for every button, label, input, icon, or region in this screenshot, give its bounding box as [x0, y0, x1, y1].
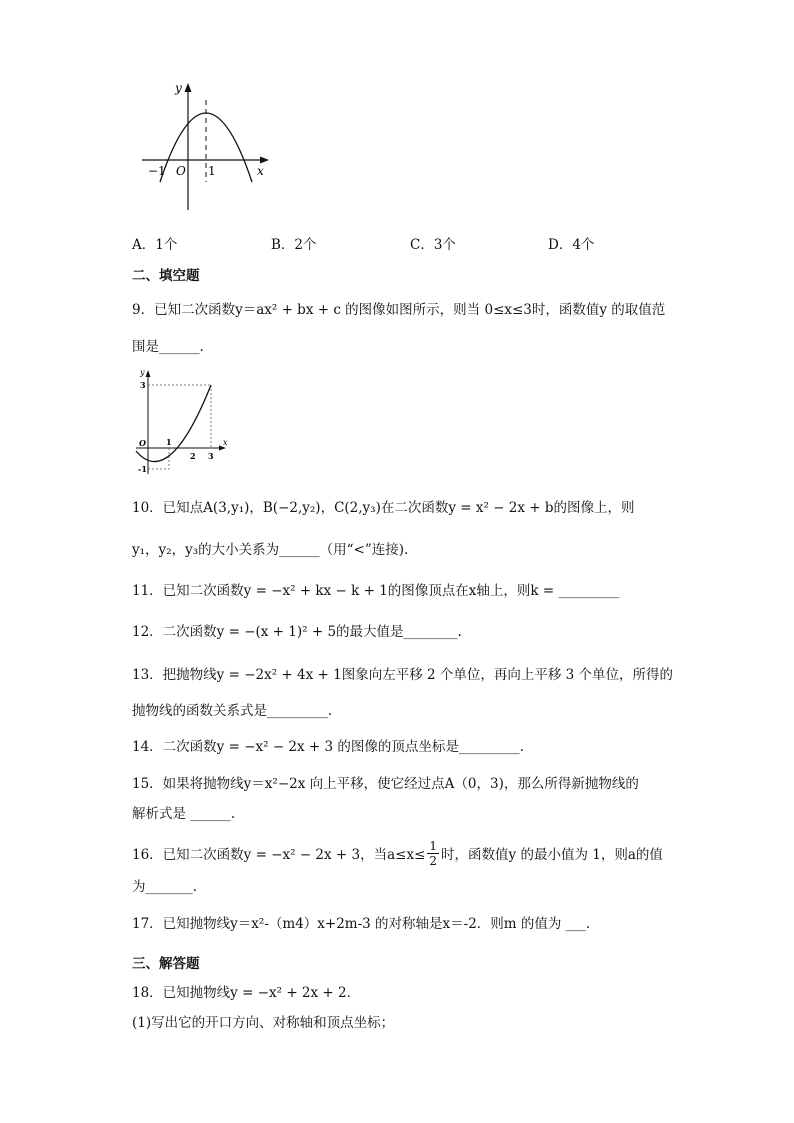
fig1-x-arrow [260, 157, 269, 164]
fig1-tick-1: 1 [208, 164, 216, 178]
question-10-line-1: 10．已知点A(3,y₁)，B(−2,y₂)，C(2,y₃)在二次函数y = x² − 2x + b的图像上，则 [132, 500, 635, 516]
question-16-line-2: 为_______. [132, 879, 198, 895]
question-12: 12．二次函数y = −(x + 1)² + 5的最大值是________. [132, 624, 462, 640]
question-18-line-1: 18．已知抛物线y = −x² + 2x + 2． [132, 985, 361, 1001]
fraction-denominator: 2 [429, 853, 438, 868]
question-16-text-a: 16．已知二次函数y = −x² − 2x + 3，当a≤x≤ [132, 847, 426, 863]
fig2-tick-y3: 3 [140, 380, 146, 390]
choice-d[interactable]: D．4个 [548, 237, 595, 253]
fig1-y-label: y [175, 81, 182, 95]
fig2-parabola-curve [136, 385, 211, 462]
question-15-line-1: 15．如果将抛物线y＝x²−2x 向上平移，使它经过点A（0，3)，那么所得新抛物线的 [132, 776, 639, 792]
question-10-line-2: y₁，y₂，y₃的大小关系为______（用“<”连接). [132, 542, 409, 558]
choice-c[interactable]: C．3个 [410, 237, 456, 253]
question-13-line-1: 13．把抛物线y = −2x² + 4x + 1图象向左平移 2 个单位，再向上平移 3 个单位，所得的 [132, 667, 674, 683]
fig2-x-label: x [223, 438, 228, 447]
fig1-origin-label: O [176, 164, 186, 178]
question-9-line-2: 围是______. [132, 339, 204, 355]
question-16-text-b: 时，函数值y 的最小值为 1，则a的值 [441, 847, 663, 863]
fig1-x-label: x [257, 164, 264, 178]
choice-b[interactable]: B．2个 [271, 237, 317, 253]
fig2-origin-label: O [139, 438, 146, 448]
parabola-figure-1 [138, 78, 278, 213]
question-9-line-1: 9．已知二次函数y＝ax² + bx + c 的图像如图所示，则当 0≤x≤3时，函数值y 的取值范 [132, 302, 666, 318]
fig1-y-arrow [185, 83, 192, 92]
choice-a[interactable]: A．1个 [132, 237, 178, 253]
fig2-y-arrow [146, 370, 151, 377]
section-fill-in-heading: 二、填空题 [132, 268, 200, 284]
parabola-figure-2 [134, 366, 234, 476]
question-16-line-1 [132, 836, 663, 870]
fig2-tick-x3: 3 [208, 451, 214, 461]
question-17: 17．已知抛物线y＝x²-（m4）x+2m-3 的对称轴是x＝-2．则m 的值为 ___. [132, 916, 591, 932]
fraction-one-half [427, 839, 439, 868]
question-18-line-2: (1)写出它的开口方向、对称轴和顶点坐标； [132, 1015, 395, 1031]
question-11: 11．已知二次函数y = −x² + kx − k + 1的图像顶点在x轴上，则k = _________ [132, 583, 620, 599]
fig2-y-label: y [140, 368, 145, 377]
fig1-tick-neg1: −1 [148, 164, 166, 178]
fig2-tick-x2: 2 [190, 451, 196, 461]
question-15-line-2: 解析式是 ______. [132, 806, 236, 822]
fraction-numerator: 1 [429, 838, 438, 853]
question-13-line-2: 抛物线的函数关系式是_________. [132, 703, 333, 719]
question-14: 14．二次函数y = −x² − 2x + 3 的图像的顶点坐标是_________. [132, 739, 524, 755]
fig2-tick-x1: 1 [166, 437, 172, 447]
section-answer-heading: 三、解答题 [132, 956, 200, 972]
fig2-tick-ym1: -1 [138, 464, 147, 474]
